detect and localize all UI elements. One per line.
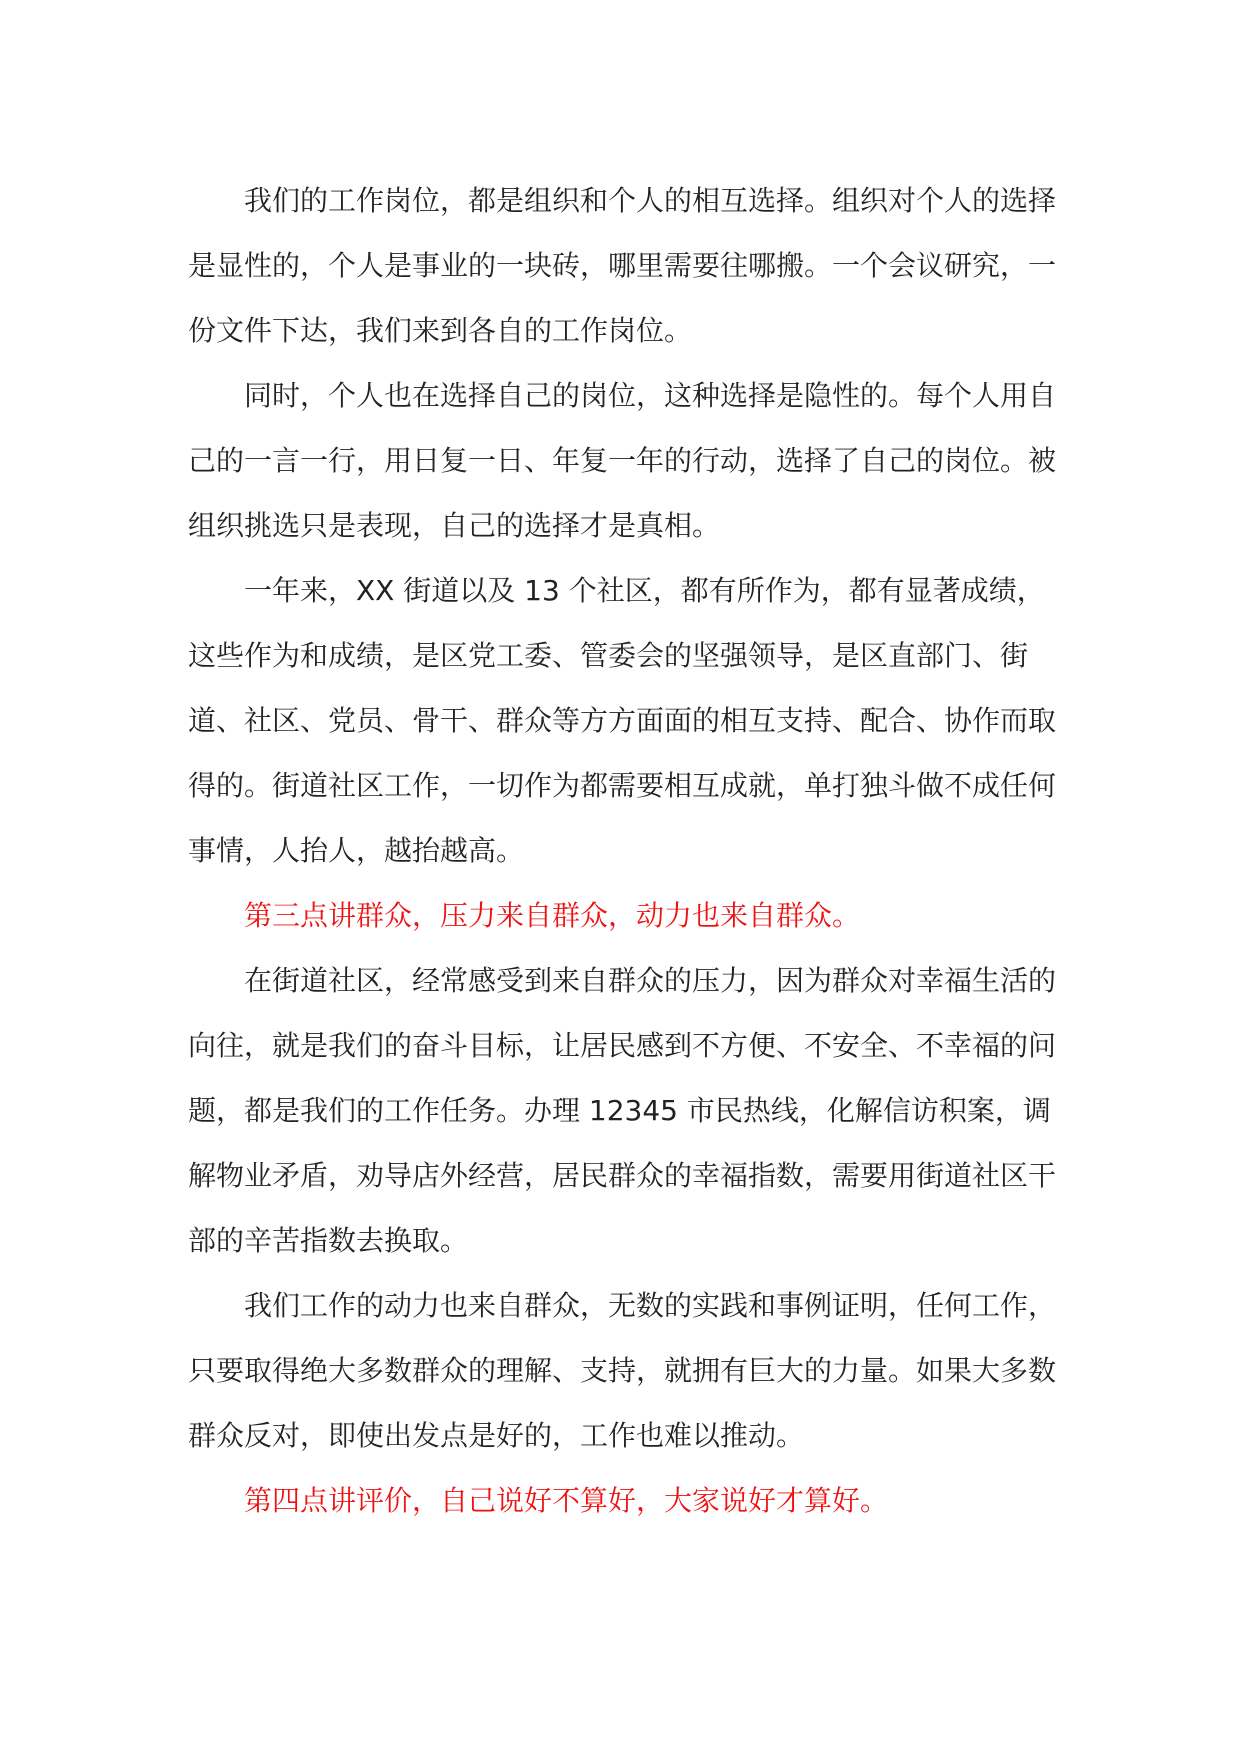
section-heading-point-four: 第四点讲评价，自己说好不算好，大家说好才算好。	[244, 1484, 889, 1517]
document-body	[188, 168, 1072, 1533]
paragraph-personal-choice: 同时，个人也在选择自己的岗位，这种选择是隐性的。每个人用自己的一言一行，用日复一日、年复一年的行动，选择了自己的岗位。被组织挑选只是表现，自己的选择才是真相。	[188, 379, 1057, 542]
paragraph-pressure-from-masses: 在街道社区，经常感受到来自群众的压力，因为群众对幸福生活的向往，就是我们的奋斗目标，让居民感到不方便、不安全、不幸福的问题，都是我们的工作任务。办理 12345 市民热线，化解信访积案，调解物业矛盾，劝导店外经营，居民群众的幸福指数，需要用街道社区干部的辛苦指数去换取。	[188, 964, 1057, 1257]
paragraph-motivation-from-masses: 我们工作的动力也来自群众，无数的实践和事例证明，任何工作，只要取得绝大多数群众的理解、支持，就拥有巨大的力量。如果大多数群众反对，即使出发点是好的，工作也难以推动。	[188, 1289, 1057, 1452]
paragraph-year-achievements: 一年来，XX 街道以及 13 个社区，都有所作为，都有显著成绩，这些作为和成绩，是区党工委、管委会的坚强领导，是区直部门、街道、社区、党员、骨干、群众等方方面面的相互支持、配合、协作而取得的。街道社区工作，一切作为都需要相互成就，单打独斗做不成任何事情，人抬人，越抬越高。	[188, 574, 1057, 867]
paragraph-work-post-selection: 我们的工作岗位，都是组织和个人的相互选择。组织对个人的选择是显性的，个人是事业的一块砖，哪里需要往哪搬。一个会议研究，一份文件下达，我们来到各自的工作岗位。	[188, 184, 1057, 347]
section-heading-point-three: 第三点讲群众，压力来自群众，动力也来自群众。	[244, 899, 861, 932]
